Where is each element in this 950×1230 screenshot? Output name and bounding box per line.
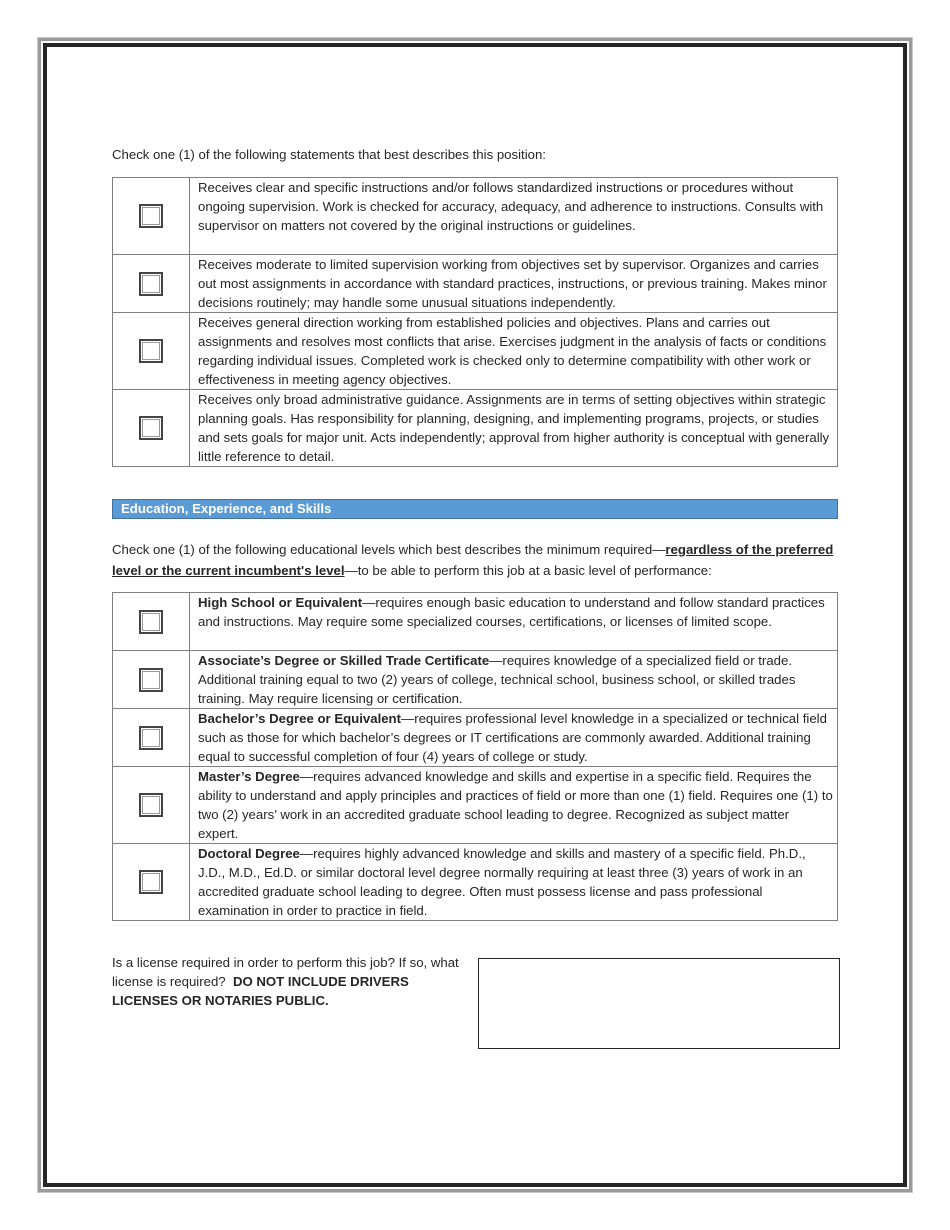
education-level-text: —requires knowledge of a specialized field or trade. Additional training equal to two (2) years of college, technical school, business school, or skilled trades training. May require licensing or certification. bbox=[198, 653, 796, 706]
table-row bbox=[113, 844, 838, 921]
education-level bbox=[190, 593, 838, 651]
education-prompt-start: Check one (1) of the following educational levels which best describes the minimum required— bbox=[112, 542, 666, 557]
education-level-title: High School or Equivalent bbox=[198, 595, 363, 610]
supervision-checkbox-4[interactable] bbox=[139, 416, 163, 440]
license-question bbox=[112, 953, 472, 1010]
education-level-title: Doctoral Degree bbox=[198, 846, 300, 861]
education-level-text: —requires advanced knowledge and skills and expertise in a specific field. Requires the ability to understand and apply principles and practices of field or more than one (1) field. Requires one (1) to two (2) years’ work in an accredited graduate school leading to degree. Recognized as subject matter expert. bbox=[198, 769, 833, 841]
education-checkbox-high-school[interactable] bbox=[139, 610, 163, 634]
checkbox-cell bbox=[113, 313, 190, 390]
education-level bbox=[190, 709, 838, 767]
education-levels-table bbox=[112, 592, 838, 921]
education-level bbox=[190, 767, 838, 844]
education-level-title: Associate’s Degree or Skilled Trade Certificate bbox=[198, 653, 490, 668]
table-row bbox=[113, 593, 838, 651]
supervision-option-text: Receives only broad administrative guidance. Assignments are in terms of setting objectives within strategic planning goals. Has responsibility for planning, designing, and implementing programs, projects, or studies and sets goals for major unit. Acts independently; approval from higher authority is conceptual with generally little reference to detail. bbox=[190, 390, 838, 467]
education-level-text: —requires professional level knowledge in a specialized or technical field such as those for which bachelor’s degrees or IT certifications are commonly awarded. Additional training equal to successful completion of four (4) years of college or study. bbox=[198, 711, 827, 764]
supervision-prompt: Check one (1) of the following statements that best describes this position: bbox=[112, 147, 546, 162]
license-warning: DO NOT INCLUDE DRIVERS LICENSES OR NOTARIES PUBLIC. bbox=[112, 974, 409, 1008]
education-level-text: —requires enough basic education to understand and follow standard practices and instructions. May require some specialized courses, certifications, or licenses of limited scope. bbox=[198, 595, 825, 629]
table-row bbox=[113, 390, 838, 467]
table-row bbox=[113, 709, 838, 767]
education-level bbox=[190, 844, 838, 921]
education-prompt-end: —to be able to perform this job at a basic level of performance: bbox=[344, 563, 712, 578]
education-prompt-emphasis: regardless of the preferred level or the current incumbent's level bbox=[112, 542, 834, 578]
education-level-text: —requires highly advanced knowledge and skills and mastery of a specific field. Ph.D., J.D., M.D., Ed.D. or similar doctoral level degree normally requiring at least three (3) years of work in an accredited graduate school leading to degree. Often must possess license and pass professional examination in order to practice in field. bbox=[198, 846, 806, 918]
table-row bbox=[113, 255, 838, 313]
education-prompt bbox=[112, 539, 842, 581]
supervision-checkbox-1[interactable] bbox=[139, 204, 163, 228]
checkbox-cell bbox=[113, 709, 190, 767]
checkbox-cell bbox=[113, 390, 190, 467]
supervision-option-text: Receives general direction working from established policies and objectives. Plans and carries out assignments and resolves most conflicts that arise. Exercises judgment in the analysis of facts or conditions regarding individual issues. Completed work is checked only to determine compatibility with other work or effectiveness in meeting agency objectives. bbox=[190, 313, 838, 390]
supervision-checkbox-3[interactable] bbox=[139, 339, 163, 363]
table-row bbox=[113, 313, 838, 390]
checkbox-cell bbox=[113, 651, 190, 709]
education-level-title: Master’s Degree bbox=[198, 769, 300, 784]
education-checkbox-bachelors[interactable] bbox=[139, 726, 163, 750]
table-row bbox=[113, 178, 838, 255]
education-level-title: Bachelor’s Degree or Equivalent bbox=[198, 711, 402, 726]
checkbox-cell bbox=[113, 844, 190, 921]
education-level bbox=[190, 651, 838, 709]
education-checkbox-associates[interactable] bbox=[139, 668, 163, 692]
table-row bbox=[113, 767, 838, 844]
section-header-education: Education, Experience, and Skills bbox=[112, 499, 838, 519]
checkbox-cell bbox=[113, 255, 190, 313]
education-checkbox-masters[interactable] bbox=[139, 793, 163, 817]
license-question-text: Is a license required in order to perform this job? If so, what license is required? bbox=[112, 955, 459, 989]
checkbox-cell bbox=[113, 593, 190, 651]
checkbox-cell bbox=[113, 767, 190, 844]
table-row bbox=[113, 651, 838, 709]
supervision-checkbox-2[interactable] bbox=[139, 272, 163, 296]
education-checkbox-doctoral[interactable] bbox=[139, 870, 163, 894]
supervision-option-text: Receives clear and specific instructions and/or follows standardized instructions or procedures without ongoing supervision. Work is checked for accuracy, adequacy, and adherence to instructions. Consults with supervisor on matters not covered by the original instructions or guidelines. bbox=[190, 178, 838, 255]
supervision-options-table bbox=[112, 177, 838, 467]
supervision-option-text: Receives moderate to limited supervision working from objectives set by supervisor. Organizes and carries out most assignments in accordance with standard practices, instructions, or previous training. Makes minor decisions routinely; may handle some unusual situations independently. bbox=[190, 255, 838, 313]
license-answer-field[interactable] bbox=[478, 958, 840, 1049]
checkbox-cell bbox=[113, 178, 190, 255]
